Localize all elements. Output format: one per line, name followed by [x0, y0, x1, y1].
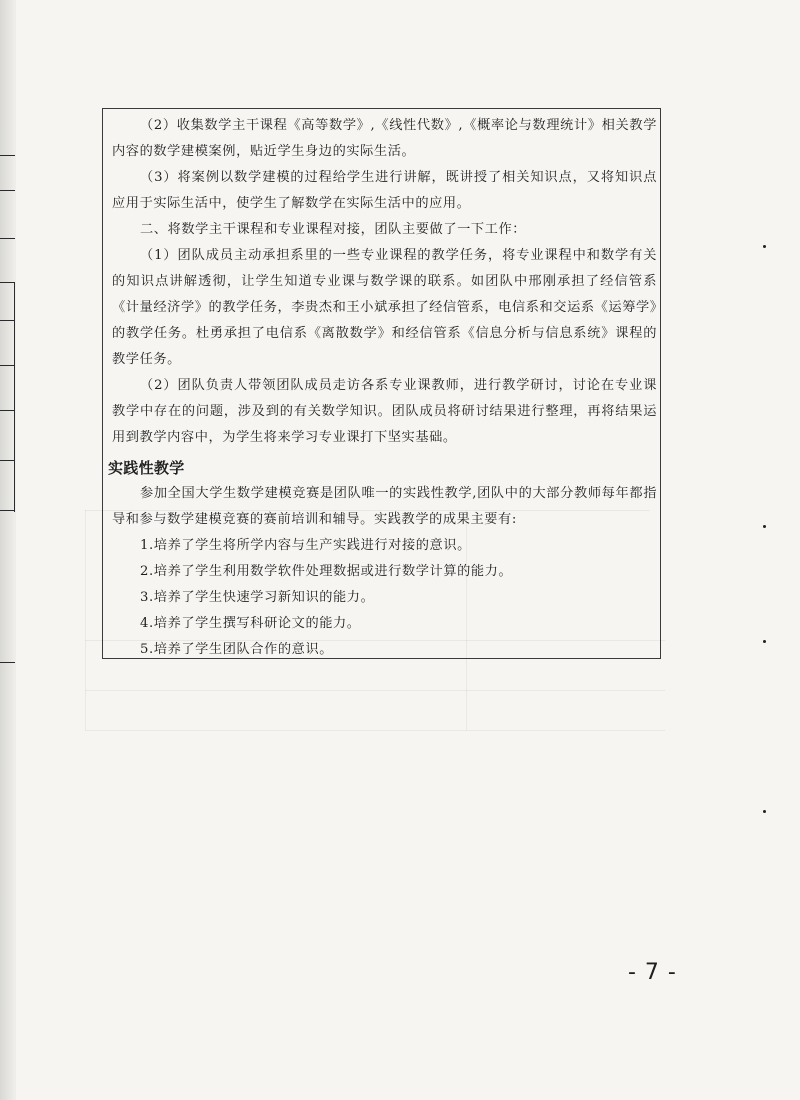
section-intro: 二、将数学主干课程和专业课程对接，团队主要做了一下工作：: [140, 222, 527, 237]
scan-artifact-line: [0, 460, 15, 461]
scan-artifact-line: [0, 190, 15, 191]
scan-left-edge: [0, 0, 16, 1100]
scan-artifact-line: [0, 320, 15, 321]
page-number: - 7 -: [628, 960, 677, 985]
scan-artifact-line: [14, 282, 15, 512]
scan-artifact-line: [0, 410, 15, 411]
bleed-through-table: [85, 510, 86, 730]
scan-artifact-line: [0, 365, 15, 366]
paragraph: （2）团队负责人带领团队成员走访各系专业课教师，进行教学研讨，讨论在专业课教学中存在的问题，涉及到的有关数学知识。团队成员将研讨结果进行整理，再将结果运用到教学内容中，为学生将来学习专业课打下坚实基础。: [112, 378, 657, 445]
list-item: 5.培养了学生团队合作的意识。: [140, 642, 334, 657]
scan-artifact-line: [0, 155, 15, 156]
outcomes-list: [112, 533, 657, 663]
scan-speck: [763, 525, 766, 528]
scan-artifact-line: [0, 238, 15, 239]
list-item: 4.培养了学生撰写科研论文的能力。: [140, 616, 361, 631]
list-item: 3.培养了学生快速学习新知识的能力。: [140, 590, 375, 605]
paragraph: 参加全国大学生数学建模竞赛是团队唯一的实践性教学,团队中的大部分教师每年都指导和参与数学建模竞赛的赛前培训和辅导。实践教学的成果主要有:: [112, 486, 657, 527]
paragraph: （2）收集数学主干课程《高等数学》,《线性代数》,《概率论与数理统计》相关教学内容的数学建模案例，贴近学生身边的实际生活。: [112, 118, 657, 159]
scan-artifact-line: [0, 282, 15, 283]
scan-artifact-line: [0, 662, 15, 663]
scan-speck: [763, 810, 766, 813]
scan-speck: [763, 245, 766, 248]
document-body: [108, 113, 657, 663]
scan-artifact-line: [0, 510, 15, 511]
paragraph: （3）将案例以数学建模的过程给学生进行讲解，既讲授了相关知识点，又将知识点应用于实际生活中，使学生了解数学在实际生活中的应用。: [112, 170, 657, 211]
bleed-through-table: [85, 730, 665, 731]
paragraph: （1）团队成员主动承担系里的一些专业课程的教学任务，将专业课程中和数学有关的知识点讲解透彻，让学生知道专业课与数学课的联系。如团队中邢刚承担了经信管系《计量经济学》的教学任务，李贵杰和王小斌承担了经信管系，电信系和交运系《运筹学》的教学任务。杜勇承担了电信系《离散数学》和经信管系《信息分析与信息系统》课程的教学任务。: [112, 248, 657, 367]
scan-speck: [763, 640, 766, 643]
section-heading: 实践性教学: [108, 459, 185, 477]
bleed-through-table: [85, 690, 665, 691]
list-item: 1.培养了学生将所学内容与生产实践进行对接的意识。: [140, 538, 471, 553]
list-item: 2.培养了学生利用数学软件处理数据或进行数学计算的能力。: [140, 564, 513, 579]
